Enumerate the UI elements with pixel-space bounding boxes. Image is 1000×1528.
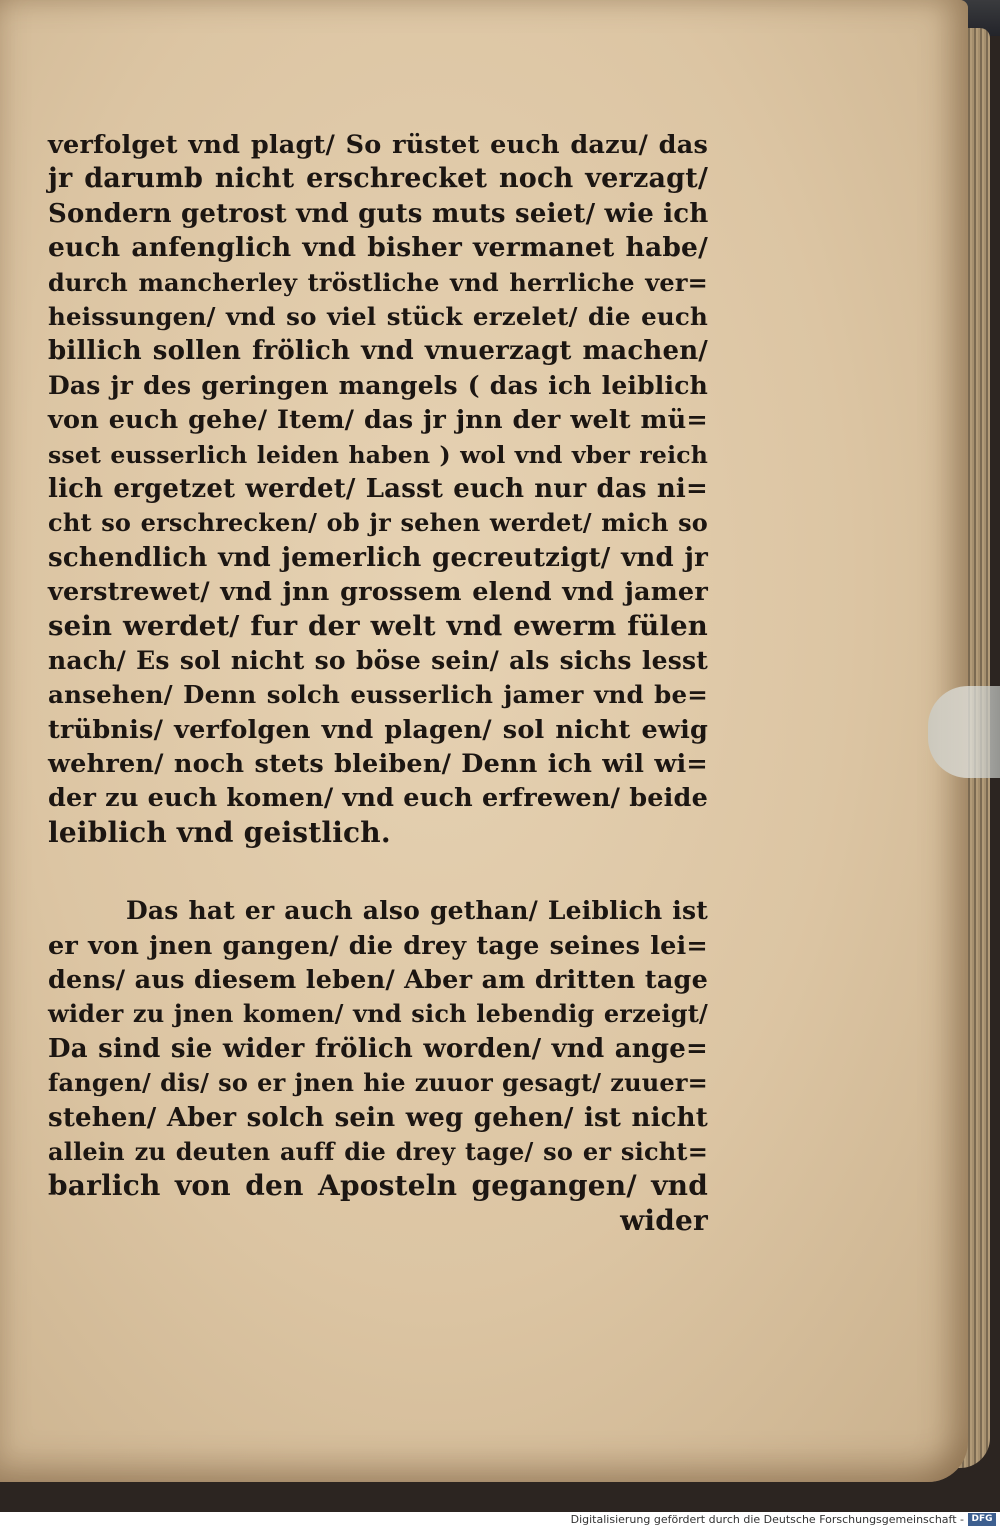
text-line: von euch gehe/ Item/ das jr jnn der welt mü= — [48, 405, 708, 436]
text-line: cht so erschrecken/ ob jr sehen werdet/ mich so — [48, 508, 708, 538]
catchword: wider — [620, 1203, 708, 1237]
text-line: dens/ aus diesem leben/ Aber am dritten tage — [48, 964, 708, 995]
text-line: jr darumb nicht erschrecket noch verzagt/ — [48, 163, 708, 195]
text-line: Sondern getrost vnd guts muts seiet/ wie ich — [48, 198, 709, 229]
text-line: Das hat er auch also gethan/ Leiblich ist — [126, 896, 708, 926]
text-line: verstrewet/ vnd jnn grossem elend vnd jamer — [48, 577, 708, 608]
text-line: stehen/ Aber solch sein weg gehen/ ist nicht — [48, 1102, 708, 1133]
text-line: allein zu deuten auff die drey tage/ so er sicht= — [48, 1136, 708, 1166]
dfg-logo-icon: DFG — [968, 1513, 996, 1526]
text-line: Das jr des geringen mangels ( das ich leiblich — [48, 370, 708, 400]
text-line: leiblich vnd geistlich. — [48, 815, 391, 849]
text-line: trübnis/ verfolgen vnd plagen/ sol nicht ewig — [48, 714, 708, 745]
text-line: schendlich vnd jemerlich gecreutzigt/ vnd jr — [48, 542, 708, 573]
text-line: verfolget vnd plagt/ So rüstet euch dazu/ das — [48, 130, 708, 160]
text-line: der zu euch komen/ vnd euch erfrewen/ beide — [48, 783, 708, 814]
text-line: wehren/ noch stets bleiben/ Denn ich wil wi= — [48, 749, 708, 780]
text-line: ansehen/ Denn solch eusserlich jamer vnd be= — [48, 680, 708, 710]
text-line: euch anfenglich vnd bisher vermanet habe/ — [48, 232, 708, 264]
text-line: lich ergetzet werdet/ Lasst euch nur das ni= — [48, 473, 708, 504]
page-text — [48, 128, 708, 1238]
paragraph-2 — [48, 894, 708, 1238]
text-line: Da sind sie wider frölich worden/ vnd ange= — [48, 1033, 708, 1064]
page-clip — [928, 686, 1000, 778]
text-line: billich sollen frölich vnd vnuerzagt machen/ — [48, 336, 708, 367]
footer-bar — [0, 1512, 1000, 1528]
text-line: er von jnen gangen/ die drey tage seines lei= — [48, 930, 708, 961]
text-line: barlich von den Aposteln gegangen/ vnd — [48, 1169, 708, 1203]
text-line: heissungen/ vnd so viel stück erzelet/ die euch — [48, 301, 708, 331]
text-line: durch mancherley tröstliche vnd herrliche ver= — [48, 267, 708, 297]
text-line: sein werdet/ fur der welt vnd ewerm fülen — [48, 610, 708, 643]
funding-credit: Digitalisierung gefördert durch die Deutsche Forschungsgemeinschaft - — [570, 1513, 964, 1526]
paragraph-1 — [48, 128, 708, 850]
text-line: fangen/ dis/ so er jnen hie zuuor gesagt/ zuuer= — [48, 1068, 708, 1098]
text-line: wider zu jnen komen/ vnd sich lebendig erzeigt/ — [48, 999, 708, 1029]
text-line: nach/ Es sol nicht so böse sein/ als sichs lesst — [48, 645, 708, 675]
text-line: sset eusserlich leiden haben ) wol vnd vber reich — [48, 440, 708, 469]
